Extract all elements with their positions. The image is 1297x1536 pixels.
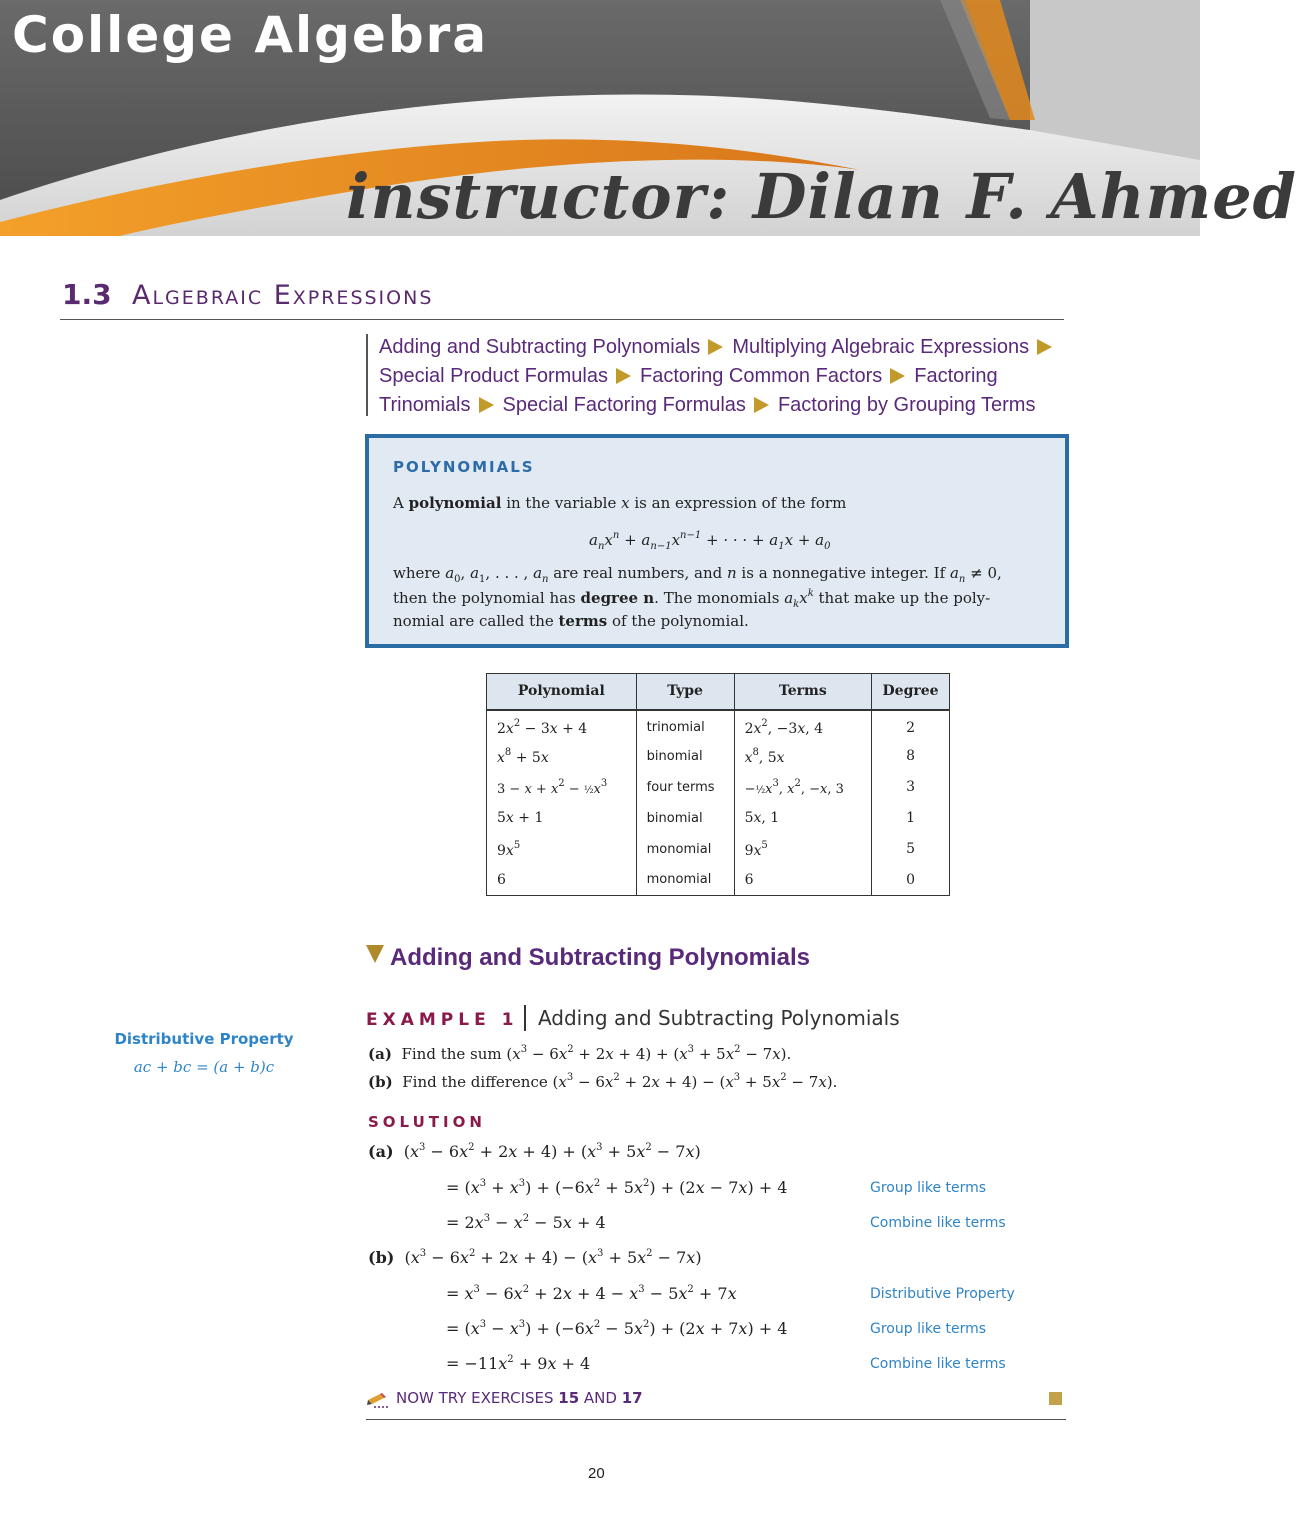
triangle-bullet-icon [890,368,905,384]
example-heading [366,1005,900,1031]
table-row [487,710,950,741]
solution-b-line-2: = $x^3 - 6x^2 + 2x + 4 - x^3 - 5x^2 + 7x$ [446,1284,737,1303]
step-note: Distributive Property [870,1286,1015,1302]
terms-cell: $9x^5$ [734,834,872,865]
page-number: 20 [588,1465,605,1482]
table-row [487,834,950,865]
topic-link[interactable]: Factoring Common Factors [639,365,883,387]
definition-text: then the polynomial has degree n. The monomials $a_kx^k$ that make up the poly- [393,588,991,610]
section-title: Algebraic Expressions [132,280,434,311]
polynomial-cell: $3 - x + x^2$ − $\frac{1}{2}x^3$ [487,772,637,803]
table-row [487,865,950,896]
terms-cell: $-\frac{1}{2}x^3$, $x^2$, −x, 3 [734,772,872,803]
solution-b-line-4: = $-11x^2 + 9x + 4$ [446,1354,591,1373]
topic-link[interactable]: Trinomials [379,394,471,416]
solution-b-line-1: (b) $(x^3 - 6x^2 + 2x + 4) - (x^3 + 5x^2 - 7x)$ [368,1248,702,1267]
example-part-b: (b) Find the difference $(x^3 - 6x^2 + 2x + 4) - (x^3 + 5x^2 - 7x)$. [368,1072,838,1091]
subsection-title: Adding and Subtracting Polynomials [390,944,811,971]
topic-line-1 [379,334,1066,363]
polynomial-cell: $2x^2 - 3x + 4$ [487,710,637,741]
margin-note-title: Distributive Property [114,1030,294,1048]
type-cell: monomial [636,865,734,896]
table-header-row [487,674,950,710]
column-header: Degree [872,674,950,710]
solution-a-line-2: = $(x^3 + x^3) + (-6x^2 + 5x^2) + (2x - 7x) + 4$ [446,1178,788,1197]
polynomial-cell: $x^8 + 5x$ [487,741,637,772]
polynomial-cell: 5x + 1 [487,803,637,834]
polynomial-cell: 6 [487,865,637,896]
definition-text: nomial are called the terms of the polynomial. [393,612,749,630]
table-row [487,803,950,834]
topic-link[interactable]: Factoring by Grouping Terms [777,394,1036,416]
topic-link[interactable]: Special Product Formulas [379,365,608,387]
topic-link[interactable]: Factoring [914,365,998,387]
triangle-bullet-icon [754,397,769,413]
divider [524,1005,526,1031]
step-note: Combine like terms [870,1356,1006,1372]
solution-a-line-1: (a) $(x^3 - 6x^2 + 2x + 4) + (x^3 + 5x^2 - 7x)$ [368,1142,701,1161]
pencil-icon [366,1390,392,1410]
terms-cell: $2x^2$, −3x, 4 [734,710,872,741]
column-header: Terms [734,674,872,710]
topic-line-2 [379,363,1066,392]
terms-cell: 6 [734,865,872,896]
triangle-bullet-icon [479,397,494,413]
type-cell: binomial [636,803,734,834]
definition-text: where $a_0$, $a_1$, . . . , $a_n$ are real numbers, and n is a nonnegative integer. If $a_n \ne 0$, [393,564,1002,585]
topic-link[interactable]: Special Factoring Formulas [502,394,746,416]
type-cell: four terms [636,772,734,803]
margin-note [114,1030,294,1076]
topic-line-3 [379,392,1066,421]
degree-cell: 8 [872,741,950,772]
definition-intro: A polynomial in the variable x is an expression of the form [393,494,847,512]
degree-cell: 5 [872,834,950,865]
triangle-down-icon [366,945,384,963]
section-heading [60,278,1064,320]
now-try-exercises [366,1388,1066,1420]
table-row [487,772,950,803]
type-cell: trinomial [636,710,734,741]
step-note: Combine like terms [870,1215,1006,1231]
type-cell: binomial [636,741,734,772]
margin-note-formula: ac + bc = (a + b)c [133,1058,275,1076]
definition-box [365,434,1069,648]
subsection-heading [366,944,810,972]
polynomial-general-formula: $a_nx^n + a_{n-1}x^{n-1}$ + · · · + $a_1x + a_0$ [589,530,831,552]
polynomial-cell: $9x^5$ [487,834,637,865]
solution-a-line-3: = $2x^3 - x^2 - 5x + 4$ [446,1213,606,1232]
polynomial-table [486,673,950,896]
example-title: Adding and Subtracting Polynomials [537,1006,900,1030]
column-header: Polynomial [487,674,637,710]
terms-cell: $x^8$, 5x [734,741,872,772]
step-note: Group like terms [870,1321,987,1337]
degree-cell: 0 [872,865,950,896]
example-label: EXAMPLE 1 [366,1010,519,1030]
now-try-text[interactable]: NOW TRY EXERCISES 15 AND 17 [396,1389,643,1407]
degree-cell: 2 [872,710,950,741]
table-row [487,741,950,772]
example-part-a: (a) Find the sum $(x^3 - 6x^2 + 2x + 4) + (x^3 + 5x^2 - 7x)$. [368,1044,792,1063]
degree-cell: 1 [872,803,950,834]
triangle-bullet-icon [708,339,723,355]
solution-b-line-3: = $(x^3 - x^3) + (-6x^2 - 5x^2) + (2x + 7x) + 4$ [446,1319,788,1338]
topic-link[interactable]: Adding and Subtracting Polynomials [379,336,701,358]
type-cell: monomial [636,834,734,865]
header-banner [0,0,1297,236]
topic-link[interactable]: Multiplying Algebraic Expressions [732,336,1030,358]
degree-cell: 3 [872,772,950,803]
section-number: 1.3 [62,278,112,311]
instructor-name: instructor: Dilan F. Ahmed [346,160,1297,233]
solution-label: SOLUTION [368,1113,486,1131]
end-of-example-square-icon [1049,1392,1062,1405]
definition-heading: POLYNOMIALS [393,458,535,476]
banner-title: College Algebra [12,6,489,64]
topic-list [366,334,1066,416]
triangle-bullet-icon [1037,339,1052,355]
column-header: Type [636,674,734,710]
triangle-bullet-icon [616,368,631,384]
terms-cell: 5x, 1 [734,803,872,834]
step-note: Group like terms [870,1180,987,1196]
